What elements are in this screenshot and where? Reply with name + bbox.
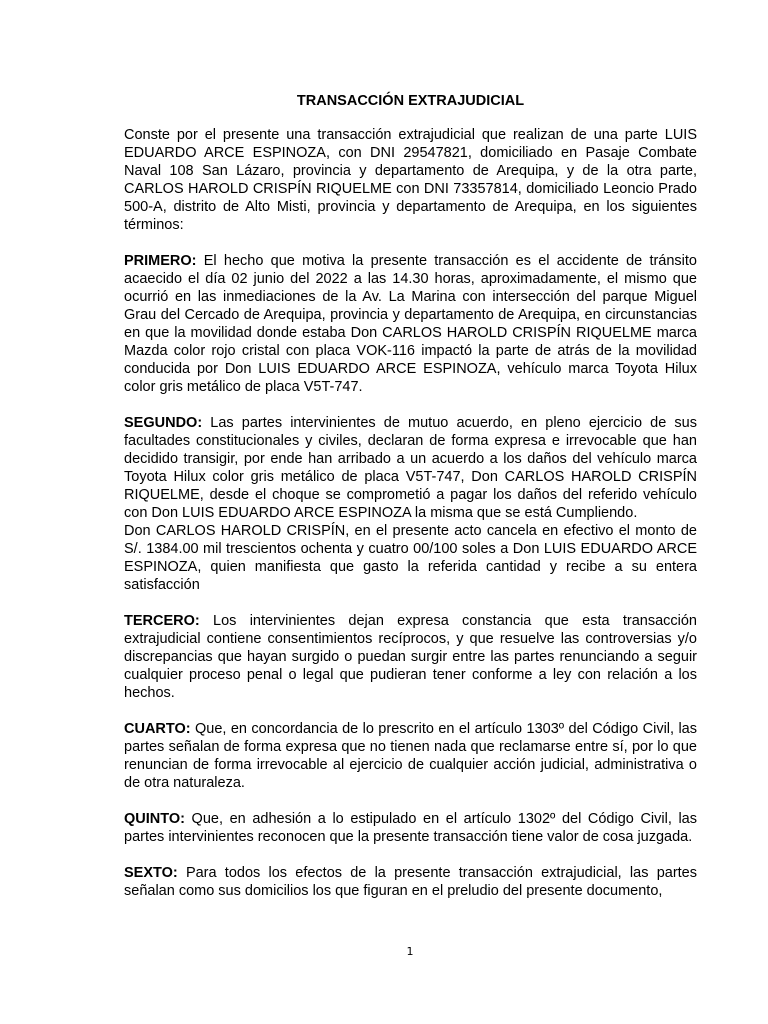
document-body [124, 126, 697, 900]
document-title: TRANSACCIÓN EXTRAJUDICIAL [296, 93, 525, 109]
clause-label: PRIMERO: [124, 253, 197, 269]
page-number: 1 [406, 945, 414, 958]
clause-text: El hecho que motiva la presente transacción es el accidente de tránsito acaecido el día 02 junio del 2022 a las 14.30 horas, aproximadamente, el mismo que ocurrió en las inmediaciones de la Av. La Marina con intersección del parque Miguel Grau del Cercado de Arequipa, provincia y departamento de Arequipa, en circunstancias en que la movilidad donde estaba Don CARLOS HAROLD CRISPÍN RIQUELME marca Mazda color rojo cristal con placa VOK-116 impactó la parte de atrás de la movilidad conducida por Don LUIS EDUARDO ARCE ESPINOZA, vehículo marca Toyota Hilux color gris metálico de placa V5T-747. [124, 253, 697, 395]
clause-quinto [124, 810, 697, 846]
clause-text: Para todos los efectos de la presente transacción extrajudicial, las partes señalan como sus domicilios los que figuran en el preludio del presente documento, [124, 865, 697, 899]
clause-segundo-continuation: Don CARLOS HAROLD CRISPÍN, en el presente acto cancela en efectivo el monto de S/. 1384.00 mil trescientos ochenta y cuatro 00/100 soles a Don LUIS EDUARDO ARCE ESPINOZA, quien manifiesta que gasto la referida cantidad y recibe a su entera satisfacción [124, 523, 697, 593]
intro-paragraph: Conste por el presente una transacción extrajudicial que realizan de una parte LUIS EDUARDO ARCE ESPINOZA, con DNI 29547821, domiciliado en Pasaje Combate Naval 108 San Lázaro, provincia y departamento de Arequipa, y de la otra parte, CARLOS HAROLD CRISPÍN RIQUELME con DNI 73357814, domiciliado Leoncio Prado 500-A, distrito de Alto Misti, provincia y departamento de Arequipa, en los siguientes términos: [124, 127, 697, 233]
clause-label: QUINTO: [124, 811, 185, 827]
clause-segundo [124, 414, 697, 522]
clause-tercero [124, 612, 697, 702]
clause-label: SEGUNDO: [124, 415, 203, 431]
clause-primero [124, 252, 697, 396]
clause-text: Las partes intervinientes de mutuo acuerdo, en pleno ejercicio de sus facultades constitucionales y civiles, declaran de forma expresa e irrevocable que han decidido transigir, por ende han arribado a un acuerdo a los daños del vehículo marca Toyota Hilux color gris metálico de placa V5T-747, Don CARLOS HAROLD CRISPÍN RIQUELME, desde el choque se comprometió a pagar los daños del referido vehículo con Don LUIS EDUARDO ARCE ESPINOZA la misma que se está Cumpliendo. [124, 415, 697, 521]
clause-sexto [124, 864, 697, 900]
clause-label: SEXTO: [124, 865, 178, 881]
clause-label: TERCERO: [124, 613, 200, 629]
clause-label: CUARTO: [124, 721, 191, 737]
clause-cuarto [124, 720, 697, 792]
clause-text: Los intervinientes dejan expresa constancia que esta transacción extrajudicial contiene consentimientos recíprocos, y que resuelve las controversias y/o discrepancias que hayan surgido o puedan surgir entre las partes renunciando a seguir cualquier proceso penal o legal que pudieran tener conforme a ley con relación a los hechos. [124, 613, 697, 701]
clause-text: Que, en concordancia de lo prescrito en el artículo 1303º del Código Civil, las partes señalan de forma expresa que no tienen nada que reclamarse entre sí, por lo que renuncian de forma irrevocable al ejercicio de cualquier acción judicial, administrativa o de otra naturaleza. [124, 721, 697, 791]
clause-text: Que, en adhesión a lo estipulado en el artículo 1302º del Código Civil, las partes intervinientes reconocen que la presente transacción tiene valor de cosa juzgada. [124, 811, 697, 845]
